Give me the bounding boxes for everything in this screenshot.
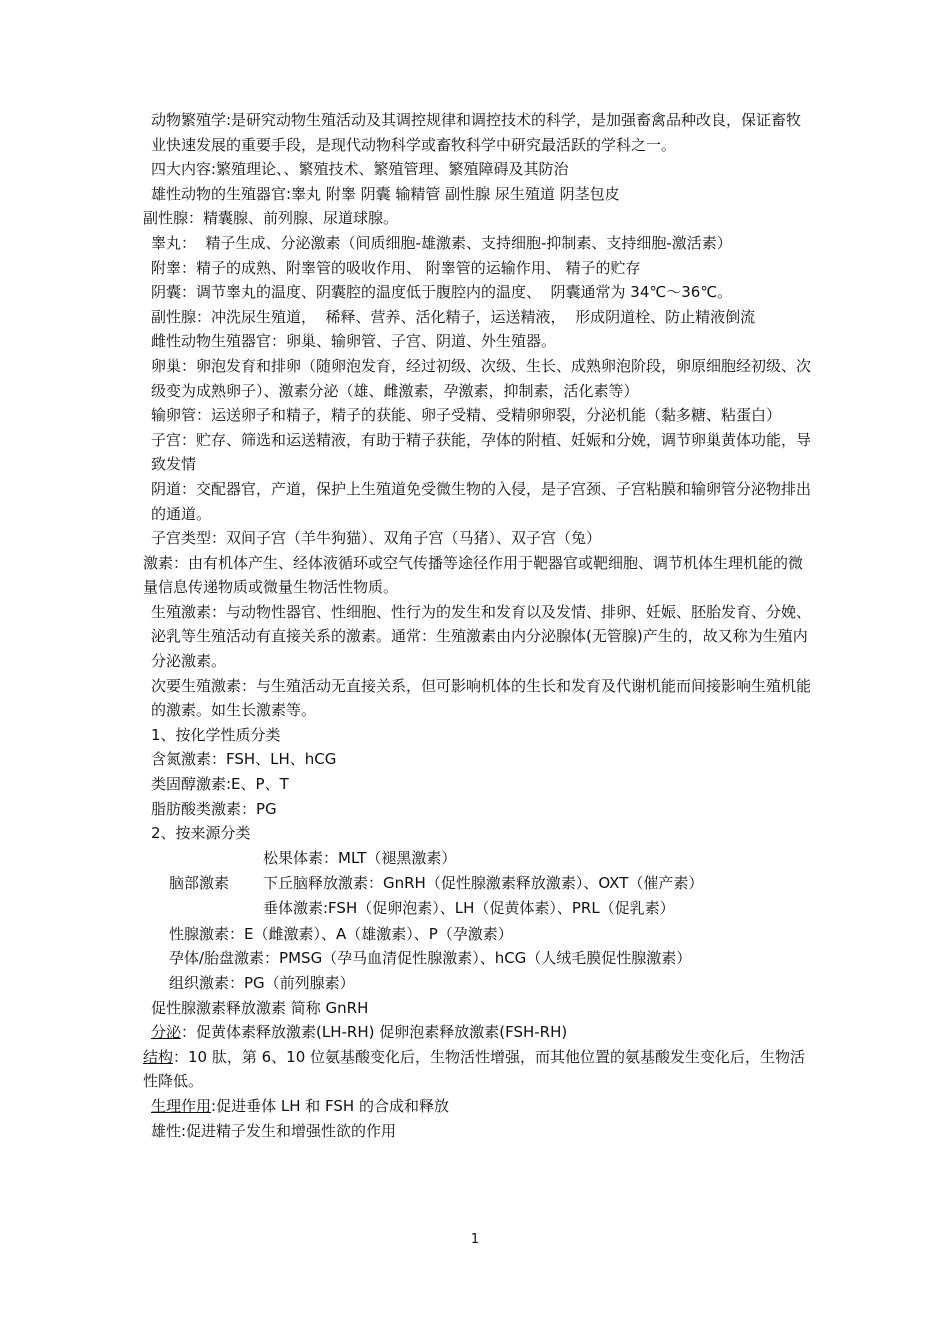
paragraph: 阴囊：调节睾丸的温度、阴囊腔的温度低于腹腔内的温度、 阴囊通常为 34℃～36℃。 [151, 283, 733, 302]
paragraph: 子宫类型：双间子宫（羊牛狗猫）、双角子宫（马猪）、双子宫（兔） [151, 529, 602, 548]
paragraph: 2、按来源分类 [151, 824, 251, 843]
secretion-text: ：促黄体素释放激素(LH-RH) 促卵泡素释放激素(FSH-RH) [181, 1023, 568, 1042]
structure-line [143, 1045, 813, 1094]
paragraph: 睾丸： 精子生成、分泌激素（间质细胞-雄激素、支持细胞-抑制素、支持细胞-激活素） [151, 233, 732, 252]
source-item: 孕体/胎盘激素：PMSG（孕马血清促性腺激素）、hCG（人绒毛膜促性腺激素） [169, 949, 692, 968]
paragraph: 阴道：交配器官，产道，保护上生殖道免受微生物的入侵，是子宫颈、子宫粘膜和输卵管分泌物排出的通道。 [151, 479, 812, 523]
paragraph: 副性腺：冲洗尿生殖道， 稀释、营养、活化精子，运送精液， 形成阴道栓、防止精液倒流 [151, 307, 756, 326]
paragraph: 副性腺：精囊腺、前列腺、尿道球腺。 [143, 209, 399, 228]
physio-line [143, 1094, 813, 1119]
paragraph: 附睾：精子的成熟、附睾管的吸收作用、 附睾管的运输作用、 精子的贮存 [151, 258, 641, 277]
paragraph: 雌性动物生殖器官：卵巢、输卵管、子宫、阴道、外生殖器。 [151, 332, 557, 351]
structure-label: 结构 [143, 1047, 174, 1066]
paragraph: 脂肪酸类激素：PG [151, 799, 277, 818]
paragraph: 子宫：贮存、筛选和运送精液，有助于精子获能，孕体的附植、妊娠和分娩，调节卵巢黄体功能，导致发情 [151, 430, 812, 474]
brain-hormone-group [143, 846, 813, 922]
physio-text: :促进垂体 LH 和 FSH 的合成和释放 [211, 1096, 449, 1115]
paragraph: 生殖激素：与动物性器官、性细胞、性行为的发生和发育以及发情、排卵、妊娠、胚胎发育、分娩、泌乳等生殖活动有直接关系的激素。通常：生殖激素由内分泌腺体(无管腺)产生的，故又称为生殖内分泌激素。 [151, 602, 812, 671]
paragraph: 类固醇激素:E、P、T [151, 775, 289, 794]
brain-hormone-row: 垂体激素:FSH（促卵泡素）、LH（促黄体素）、PRL（促乳素） [263, 898, 675, 917]
secretion-label: 分泌 [151, 1023, 182, 1042]
paragraph: 四大内容:繁殖理论、、繁殖技术、繁殖管理、繁殖障碍及其防治 [151, 160, 569, 179]
brain-hormone-row: 下丘脑释放激素：GnRH（促性腺激素释放激素）、OXT（催产素） [263, 873, 704, 892]
paragraph: 雄性动物的生殖器官:睾丸 附睾 阴囊 输精管 副性腺 尿生殖道 阴茎包皮 [151, 184, 620, 203]
paragraph: 卵巢：卵泡发育和排卵（随卵泡发育，经过初级、次级、生长、成熟卵泡阶段，卵原细胞经初级、次级变为成熟卵子）、激素分泌（雄、雌激素，孕激素，抑制素，活化素等） [151, 356, 812, 400]
page-number: 1 [470, 1232, 480, 1247]
gnrh-title: 促性腺激素释放激素 简称 GnRH [151, 998, 369, 1017]
paragraph: 动物繁殖学:是研究动物生殖活动及其调控规律和调控技术的科学，是加强畜禽品种改良，保证畜牧业快速发展的重要手段，是现代动物科学或畜牧科学中研究最活跃的学科之一。 [151, 111, 802, 154]
source-item: 性腺激素：E（雌激素）、A（雄激素）、P（孕激素） [169, 924, 513, 943]
paragraph-list [143, 108, 813, 846]
physio-label: 生理作用 [151, 1096, 212, 1115]
brain-hormone-label: 脑部激素 [169, 873, 230, 892]
source-item: 组织激素：PG（前列腺素） [169, 974, 355, 992]
document-body [143, 108, 813, 1143]
paragraph: 激素：由有机体产生、经体液循环或空气传播等途径作用于靶器官或靶细胞、调节机体生理机能的微量信息传递物质或微量生物活性物质。 [143, 553, 804, 597]
paragraph: 1、按化学性质分类 [151, 725, 281, 744]
paragraph: 次要生殖激素：与生殖活动无直接关系，但可影响机体的生长和发育及代谢机能而间接影响生殖机能的激素。如生长激素等。 [151, 676, 812, 720]
paragraph: 含氮激素：FSH、LH、hCG [151, 750, 337, 769]
paragraph: 输卵管：运送卵子和精子，精子的获能、卵子受精、受精卵卵裂，分泌机能（黏多糖、粘蛋白） [151, 406, 782, 425]
brain-hormone-row: 松果体素：MLT（褪黑激素） [263, 848, 457, 867]
male-effect-line: 雄性:促进精子发生和增强性欲的作用 [151, 1121, 397, 1140]
structure-text: ：10 肽，第 6、10 位氨基酸变化后，生物活性增强，而其他位置的氨基酸发生变化后，生物活性降低。 [143, 1047, 806, 1091]
secretion-line [143, 1020, 813, 1045]
